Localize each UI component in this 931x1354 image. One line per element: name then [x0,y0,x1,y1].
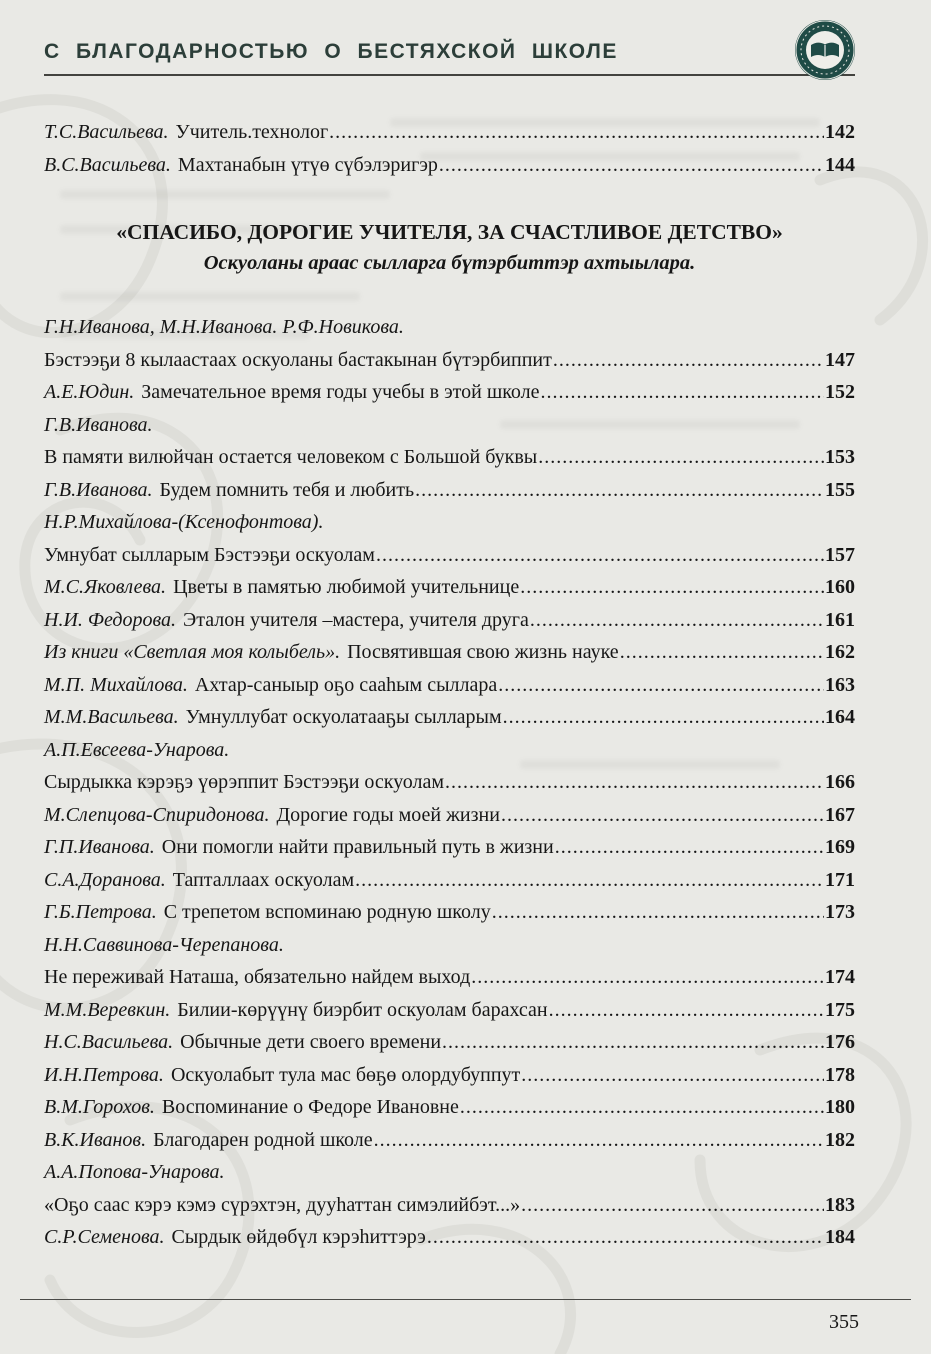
dot-leader [553,344,824,377]
toc-entry [44,669,855,702]
entry-author: Г.В.Иванова. [44,478,153,501]
entry-author: Н.С.Васильева. [44,1031,174,1053]
entry-author: Г.В.Иванова. [44,413,153,436]
entry-page-number: 163 [825,673,855,696]
toc-entry [44,636,855,669]
entry-author: М.М.Веревкин. [44,998,171,1021]
entry-author: Г.Н.Иванова, М.Н.Иванова. Р.Ф.Новикова. [44,316,404,338]
toc-entry [44,571,855,604]
toc-entry [44,864,855,897]
entry-author: Н.Р.Михайлова-(Ксенофонтова). [44,511,324,533]
toc-entry [44,994,855,1027]
dot-leader [541,376,824,409]
section-subtitle: Оскуоланы араас сылларга бүтэрбиттэр ахтыылара. [203,252,696,274]
dot-leader [442,1026,824,1059]
entry-page-number: 183 [825,1193,855,1216]
dot-leader [501,799,824,832]
footer-divider [20,1299,911,1300]
entry-title: Замечательное время годы учебы в этой школе [141,381,540,403]
entry-page-number: 162 [825,641,855,663]
entry-page-number: 167 [825,803,855,826]
dot-leader [549,994,824,1027]
entry-author: Н.И. Федорова. [44,608,177,631]
dot-leader [521,1059,824,1092]
entry-title: С трепетом вспоминаю родную школу [163,901,491,923]
entry-author: М.С.Яковлева. [44,576,167,598]
open-book-emblem-icon [793,18,857,87]
toc-entry [44,1026,855,1059]
entry-page-number: 166 [825,771,855,793]
header-divider [44,74,855,76]
entry-title: Эталон учителя –мастера, учителя друга [183,608,529,631]
dot-leader [415,474,824,507]
entry-title: Будем помнить тебя и любить [159,478,415,501]
dot-leader [439,149,824,182]
entry-page-number: 153 [825,446,855,468]
entry-author: Т.С.Васильева. [44,121,169,143]
dot-leader [329,116,824,149]
entry-title: Дорогие годы моей жизни [276,803,500,826]
entry-author: Г.Б.Петрова. [44,901,157,923]
entry-title: Посвятившая свою жизнь науке [347,641,619,663]
entry-title: Воспоминание о Федоре Ивановне [161,1096,459,1118]
entry-author: Г.П.Иванова. [44,836,155,858]
entry-title: Обычные дети своего времени [180,1031,442,1053]
dot-leader [374,1124,824,1157]
toc-entry [44,1091,855,1124]
dot-leader [427,1221,824,1254]
toc-entry [44,1221,855,1254]
entry-page-number: 147 [825,348,855,371]
entry-page-number: 152 [825,381,855,403]
dot-leader [520,571,824,604]
entry-title: Благодарен родной школе [153,1128,373,1151]
entry-page-number: 157 [825,543,855,566]
entry-author: С.А.Доранова. [44,868,166,891]
entry-title: Бэстээҕи 8 кылаастаах оскуоланы бастакынан бүтэрбиппит [44,348,552,371]
entry-title: Учитель.технолог [175,121,329,143]
toc-entry [44,149,855,182]
entry-author: Н.Н.Саввинова-Черепанова. [44,933,284,956]
entry-author: А.П.Евсеева-Унарова. [44,738,230,761]
entry-title: В памяти вилюйчан остается человеком с Большой буквы [44,446,538,468]
toc-entry [44,701,855,734]
entry-author: А.Е.Юдин. [44,381,135,403]
toc-entry [44,734,855,799]
entry-author: В.К.Иванов. [44,1128,147,1151]
entry-page-number: 161 [825,608,855,631]
dot-leader [492,896,824,929]
section-title: «СПАСИБО, ДОРОГИЕ УЧИТЕЛЯ, ЗА СЧАСТЛИВОЕ ДЕТСТВО» [116,220,783,244]
entry-title: Сырдык өйдөбүл кэрэһиттэрэ [171,1226,426,1248]
entry-title: Они помогли найти правильный путь в жизни [161,836,554,858]
toc-entry [44,311,855,376]
entry-page-number: 178 [825,1063,855,1086]
entry-title: Махтанабын үтүө сүбэлэригэр [177,153,438,176]
toc-main [44,311,855,1254]
toc-entry [44,116,855,149]
toc-entry [44,409,855,474]
entry-title: Тапталлаах оскуолам [172,868,355,891]
entry-title: Цветы в памятью любимой учительнице [173,576,520,598]
dot-leader [530,604,824,637]
dot-leader [620,636,824,669]
toc-entry [44,799,855,832]
toc-top [44,116,855,181]
entry-page-number: 173 [825,901,855,923]
toc-entry [44,1156,855,1221]
entry-title: Оскуолабыт тула мас бөҕө олордубуппут [170,1063,521,1086]
entry-title: Не переживай Наташа, обязательно найдем выход [44,966,471,988]
entry-title: Сырдыкка кэрэҕэ үөрэппит Бэстээҕи оскуолам [44,771,444,793]
entry-title: «Оҕо саас кэрэ кэмэ сүрэхтэн, дууһаттан симэлийбэт...» [44,1193,521,1216]
entry-page-number: 182 [825,1128,855,1151]
toc-entry [44,831,855,864]
toc-entry [44,376,855,409]
toc-entry [44,506,855,571]
entry-author: М.М.Васильева. [44,706,179,728]
entry-page-number: 174 [825,966,855,988]
page-title: С БЛАГОДАРНОСТЬЮ О БЕСТЯХСКОЙ ШКОЛЕ [44,40,618,63]
dot-leader [521,1189,824,1222]
entry-author: А.А.Попова-Унарова. [44,1161,225,1183]
toc-entry [44,474,855,507]
dot-leader [503,701,824,734]
entry-page-number: 164 [825,706,855,728]
entry-author: И.Н.Петрова. [44,1063,164,1086]
entry-title: Умнуллубат оскуолатааҕы сылларым [185,706,502,728]
entry-author: В.С.Васильева. [44,153,171,176]
entry-author: М.П. Михайлова. [44,673,188,696]
entry-author: В.М.Горохов. [44,1096,155,1118]
dot-leader [445,766,824,799]
entry-page-number: 144 [825,153,855,176]
dot-leader [498,669,824,702]
entry-page-number: 176 [825,1031,855,1053]
entry-page-number: 142 [825,121,855,143]
entry-page-number: 175 [825,998,855,1021]
entry-author: Из книги «Светлая моя колыбель». [44,641,341,663]
entry-page-number: 184 [825,1226,855,1248]
dot-leader [471,961,824,994]
entry-author: М.Слепцова-Спиридонова. [44,803,270,826]
entry-title: Билии-көрүүнү биэрбит оскуолам барахсан [177,998,548,1021]
entry-title: Ахтар-саныыр оҕо сааһым сыллара [194,673,498,696]
toc-entry [44,1124,855,1157]
toc-entry [44,604,855,637]
entry-page-number: 155 [825,478,855,501]
entry-page-number: 160 [825,576,855,598]
entry-page-number: 171 [825,868,855,891]
entry-author: С.Р.Семенова. [44,1226,165,1248]
entry-page-number: 180 [825,1096,855,1118]
entry-title: Умнубат сылларым Бэстээҕи оскуолам [44,543,375,566]
page-header [44,26,855,76]
dot-leader [355,864,824,897]
entry-page-number: 169 [825,836,855,858]
toc-entry [44,896,855,929]
dot-leader [555,831,824,864]
dot-leader [460,1091,824,1124]
toc-entry [44,1059,855,1092]
dot-leader [376,539,824,572]
toc-entry [44,929,855,994]
page-number: 355 [829,1311,859,1333]
dot-leader [538,441,824,474]
